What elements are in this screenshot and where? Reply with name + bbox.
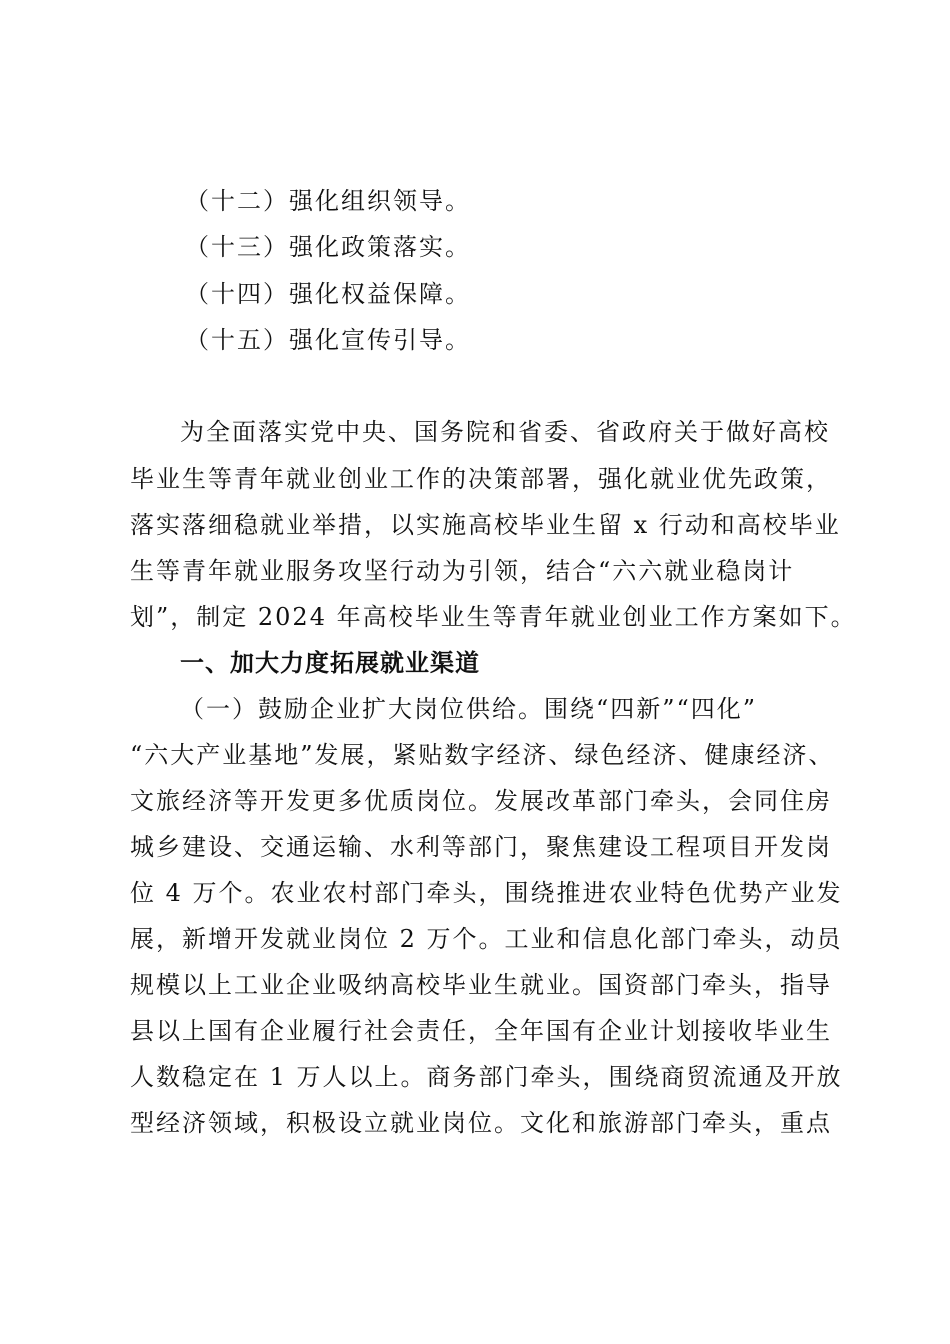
body-line: 人数稳定在 1 万人以上。商务部门牵头，围绕商贸流通及开放 <box>130 1063 843 1091</box>
body-line: 位 4 万个。农业农村部门牵头，围绕推进农业特色优势产业发 <box>130 879 843 907</box>
intro-line: 毕业生等青年就业创业工作的决策部署，强化就业优先政策， <box>130 465 832 493</box>
outline-item-13: （十三）强化政策落实。 <box>185 233 471 261</box>
body-line: “六大产业基地”发展，紧贴数字经济、绿色经济、健康经济、 <box>130 741 835 769</box>
body-line: 县以上国有企业履行社会责任，全年国有企业计划接收毕业生 <box>130 1017 832 1045</box>
body-line: 文旅经济等开发更多优质岗位。发展改革部门牵头，会同住房 <box>130 787 832 815</box>
outline-item-12: （十二）强化组织领导。 <box>185 187 471 215</box>
body-line: 型经济领域，积极设立就业岗位。文化和旅游部门牵头，重点 <box>130 1109 832 1137</box>
section-heading: 一、加大力度拓展就业渠道 <box>180 649 480 677</box>
intro-line: 落实落细稳就业举措，以实施高校毕业生留 x 行动和高校毕业 <box>130 511 841 539</box>
outline-item-14: （十四）强化权益保障。 <box>185 280 471 308</box>
intro-line: 生等青年就业服务攻坚行动为引领，结合“六六就业稳岗计 <box>130 557 795 585</box>
body-line: 展，新增开发就业岗位 2 万个。工业和信息化部门牵头，动员 <box>130 925 843 953</box>
body-line: 规模以上工业企业吸纳高校毕业生就业。国资部门牵头，指导 <box>130 971 832 999</box>
body-line: 城乡建设、交通运输、水利等部门，聚焦建设工程项目开发岗 <box>130 833 832 861</box>
intro-line: 划”，制定 2024 年高校毕业生等青年就业创业工作方案如下。 <box>130 603 857 631</box>
outline-item-15: （十五）强化宣传引导。 <box>185 326 471 354</box>
intro-line: 为全面落实党中央、国务院和省委、省政府关于做好高校 <box>180 418 830 446</box>
body-line: （一）鼓励企业扩大岗位供给。围绕“四新”“四化” <box>180 695 758 723</box>
